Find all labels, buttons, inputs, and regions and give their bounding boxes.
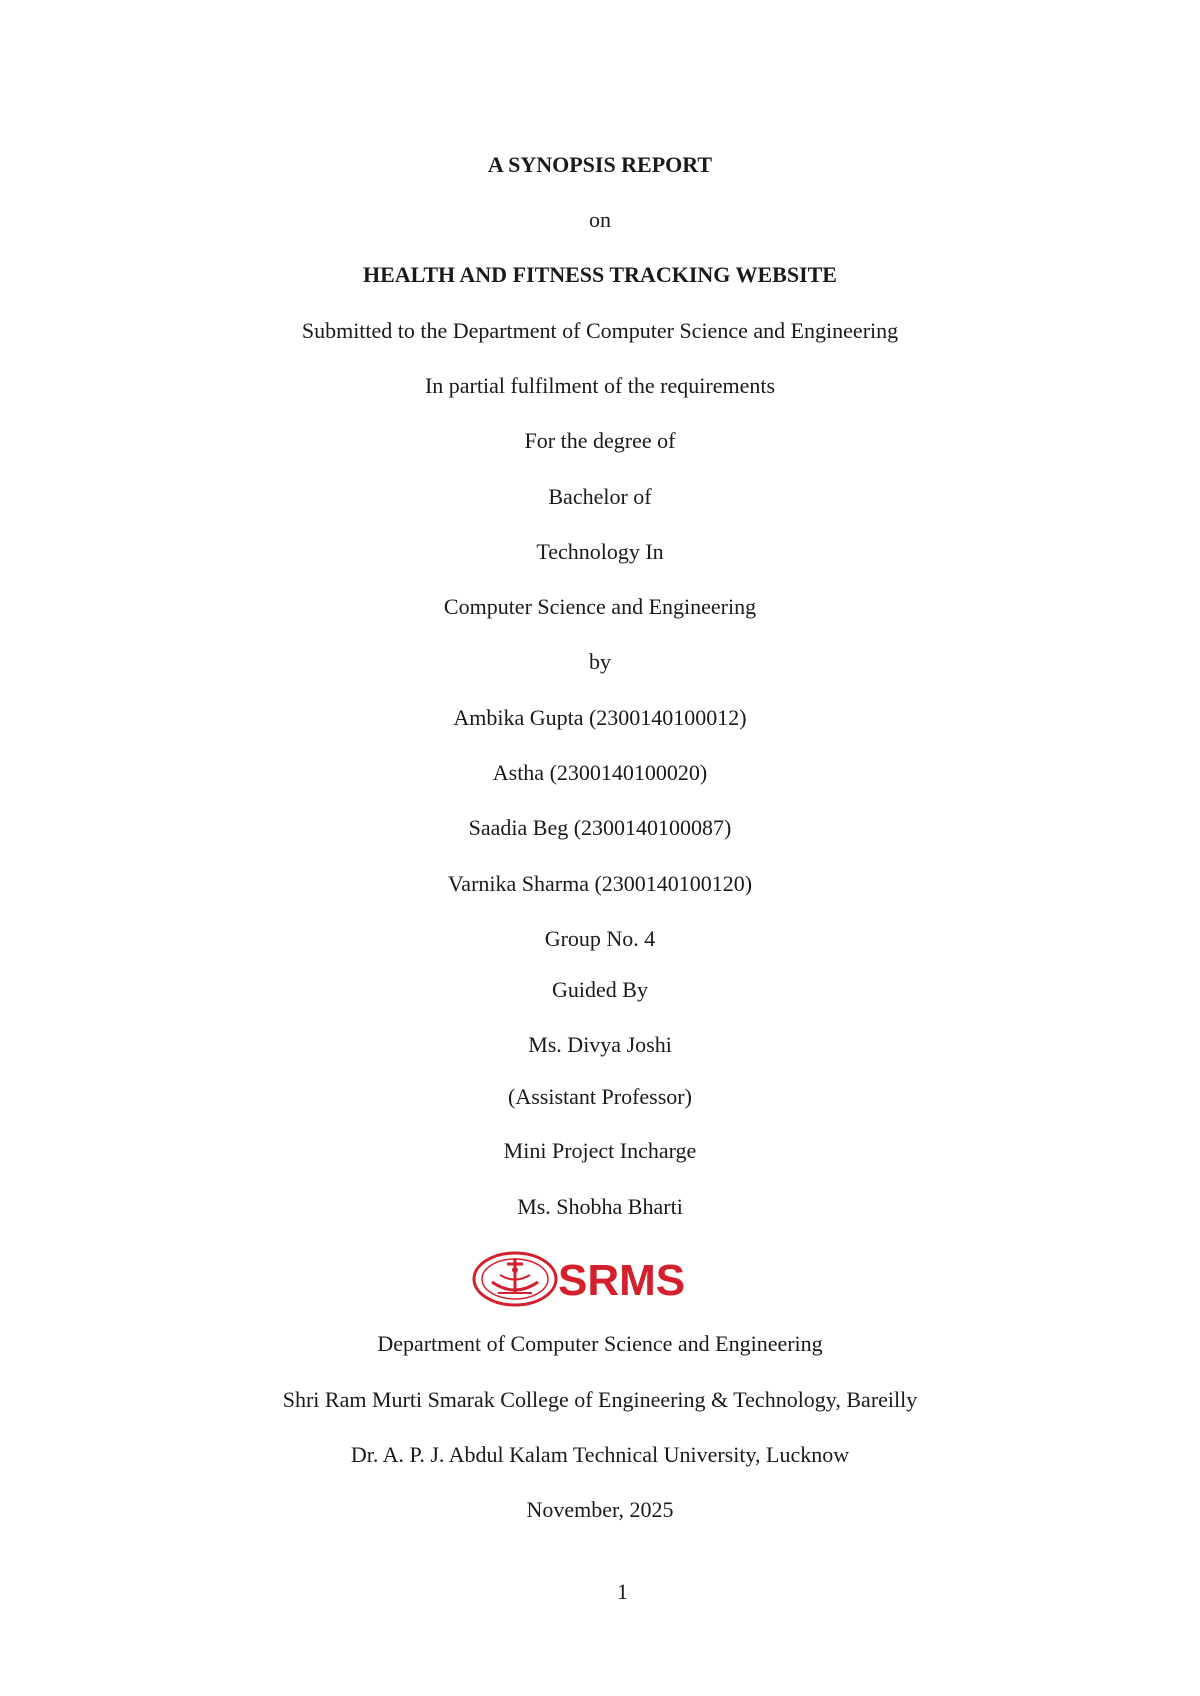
srms-emblem-icon (470, 1248, 735, 1310)
student-name: Ambika Gupta (2300140100012) (453, 705, 747, 730)
report-title: A SYNOPSIS REPORT (487, 152, 713, 177)
submitted-to-text: Submitted to the Department of Computer Science and Engineering (301, 318, 899, 343)
degree-text: For the degree of (524, 428, 676, 453)
partial-fulfilment-text: In partial fulfilment of the requirements (424, 373, 776, 398)
student-name: Varnika Sharma (2300140100120) (447, 871, 753, 896)
guide-name: Ms. Divya Joshi (528, 1032, 672, 1057)
guide-designation: (Assistant Professor) (508, 1084, 692, 1109)
on-text: on (589, 207, 611, 232)
technology-text: Technology In (536, 539, 664, 564)
student-name: Saadia Beg (2300140100087) (468, 815, 732, 840)
srms-logo-text: SRMS (558, 1256, 686, 1305)
by-text: by (589, 649, 611, 674)
incharge-name: Ms. Shobha Bharti (517, 1194, 683, 1219)
incharge-label: Mini Project Incharge (503, 1138, 697, 1163)
page-number: 1 (617, 1579, 628, 1604)
project-title: HEALTH AND FITNESS TRACKING WEBSITE (363, 262, 837, 287)
bachelor-text: Bachelor of (548, 484, 652, 509)
guided-by-label: Guided By (552, 977, 648, 1002)
srms-logo (470, 1248, 735, 1310)
date-text: November, 2025 (526, 1497, 674, 1522)
college-text: Shri Ram Murti Smarak College of Engineering & Technology, Bareilly (282, 1387, 918, 1412)
branch-text: Computer Science and Engineering (443, 594, 757, 619)
student-name: Astha (2300140100020) (492, 760, 708, 785)
university-text: Dr. A. P. J. Abdul Kalam Technical University, Lucknow (350, 1442, 850, 1467)
department-text: Department of Computer Science and Engineering (377, 1331, 823, 1356)
group-number: Group No. 4 (544, 926, 656, 951)
